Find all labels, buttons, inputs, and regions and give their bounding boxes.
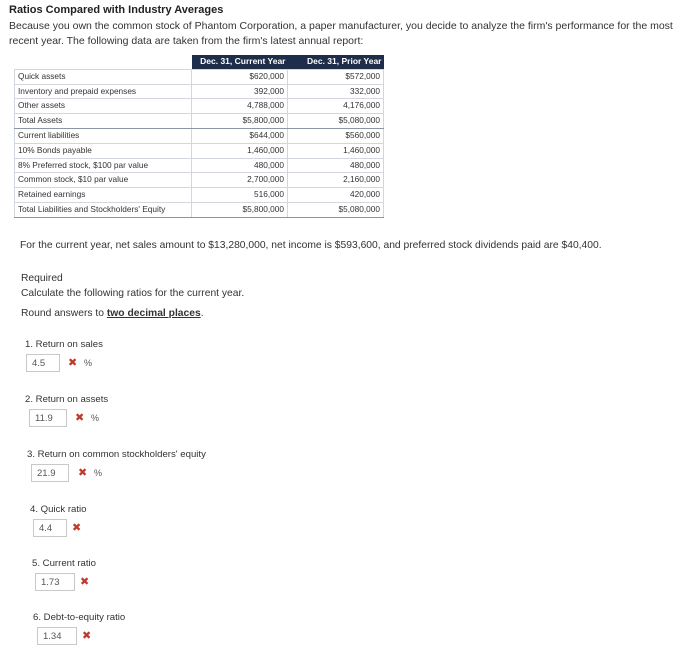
x-mark-icon: ✖ (72, 522, 82, 534)
row-current: $620,000 (192, 69, 288, 84)
x-mark-icon: ✖ (78, 467, 88, 479)
row-current: 2,700,000 (192, 173, 288, 188)
return-on-equity-input[interactable]: 21.9 (31, 464, 69, 482)
question-3-label: 3. Return on common stockholders' equity (27, 449, 206, 460)
table-row (15, 143, 384, 158)
row-prior: 480,000 (288, 158, 384, 173)
header-prior-year: Dec. 31, Prior Year (288, 55, 384, 69)
row-label: Common stock, $10 par value (15, 173, 192, 188)
x-mark-icon: ✖ (82, 630, 92, 642)
sales-income-note: For the current year, net sales amount to $13,280,000, net income is $593,600, and preferred stock dividends paid are $40,400. (20, 240, 602, 251)
table-row (15, 188, 384, 203)
row-label: 10% Bonds payable (15, 143, 192, 158)
table-row (15, 114, 384, 129)
question-1-label: 1. Return on sales (25, 339, 103, 350)
row-prior: $572,000 (288, 69, 384, 84)
row-label: Other assets (15, 99, 192, 114)
row-prior: $560,000 (288, 128, 384, 143)
header-blank (15, 55, 192, 69)
percent-unit: % (94, 468, 103, 478)
rounding-suffix: . (200, 308, 204, 319)
row-label: Total Liabilities and Stockholders' Equity (15, 202, 192, 217)
rounding-prefix: Round answers to (21, 308, 107, 319)
row-current: $644,000 (192, 128, 288, 143)
row-label: Total Assets (15, 114, 192, 129)
financial-data-table (14, 55, 384, 218)
rounding-emphasis: two decimal places (106, 308, 201, 319)
current-ratio-input[interactable]: 1.73 (35, 573, 75, 591)
percent-unit: % (91, 413, 100, 423)
row-current: 480,000 (192, 158, 288, 173)
table-row (15, 128, 384, 143)
row-prior: 4,176,000 (288, 99, 384, 114)
row-prior: $5,080,000 (288, 114, 384, 129)
row-current: 516,000 (192, 188, 288, 203)
table-row (15, 84, 384, 99)
question-4-label: 4. Quick ratio (30, 504, 87, 515)
intro-text: Because you own the common stock of Phantom Corporation, a paper manufacturer, you decide to analyze the firm's performance for the most recent year. The following data are taken from the firm's latest annual report: (9, 20, 673, 47)
table-row (15, 158, 384, 173)
row-current: $5,800,000 (192, 202, 288, 217)
row-label: Inventory and prepaid expenses (15, 84, 192, 99)
row-label: 8% Preferred stock, $100 par value (15, 158, 192, 173)
x-mark-icon: ✖ (80, 576, 90, 588)
row-current: 392,000 (192, 84, 288, 99)
page-title: Ratios Compared with Industry Averages (9, 4, 224, 16)
row-current: $5,800,000 (192, 114, 288, 129)
question-5-label: 5. Current ratio (32, 558, 96, 569)
return-on-sales-input[interactable]: 4.5 (26, 354, 60, 372)
question-2-label: 2. Return on assets (25, 394, 109, 405)
row-label: Current liabilities (15, 128, 192, 143)
row-prior: 420,000 (288, 188, 384, 203)
row-prior: 2,160,000 (288, 173, 384, 188)
x-mark-icon: ✖ (68, 357, 78, 369)
table-row (15, 173, 384, 188)
table-row (15, 99, 384, 114)
table-row (15, 202, 384, 217)
table-header-row (15, 55, 384, 69)
rounding-instruction (21, 308, 204, 319)
row-prior: 332,000 (288, 84, 384, 99)
row-label: Retained earnings (15, 188, 192, 203)
required-text: Calculate the following ratios for the current year. (21, 288, 245, 299)
row-prior: 1,460,000 (288, 143, 384, 158)
percent-unit: % (84, 358, 93, 368)
row-current: 1,460,000 (192, 143, 288, 158)
row-label: Quick assets (15, 69, 192, 84)
debt-to-equity-input[interactable]: 1.34 (37, 627, 77, 645)
x-mark-icon: ✖ (75, 412, 85, 424)
table-row (15, 69, 384, 84)
row-current: 4,788,000 (192, 99, 288, 114)
question-6-label: 6. Debt-to-equity ratio (33, 612, 126, 623)
header-current-year: Dec. 31, Current Year (192, 55, 288, 69)
required-heading: Required (21, 273, 63, 284)
return-on-assets-input[interactable]: 11.9 (29, 409, 67, 427)
row-prior: $5,080,000 (288, 202, 384, 217)
quick-ratio-input[interactable]: 4.4 (33, 519, 67, 537)
